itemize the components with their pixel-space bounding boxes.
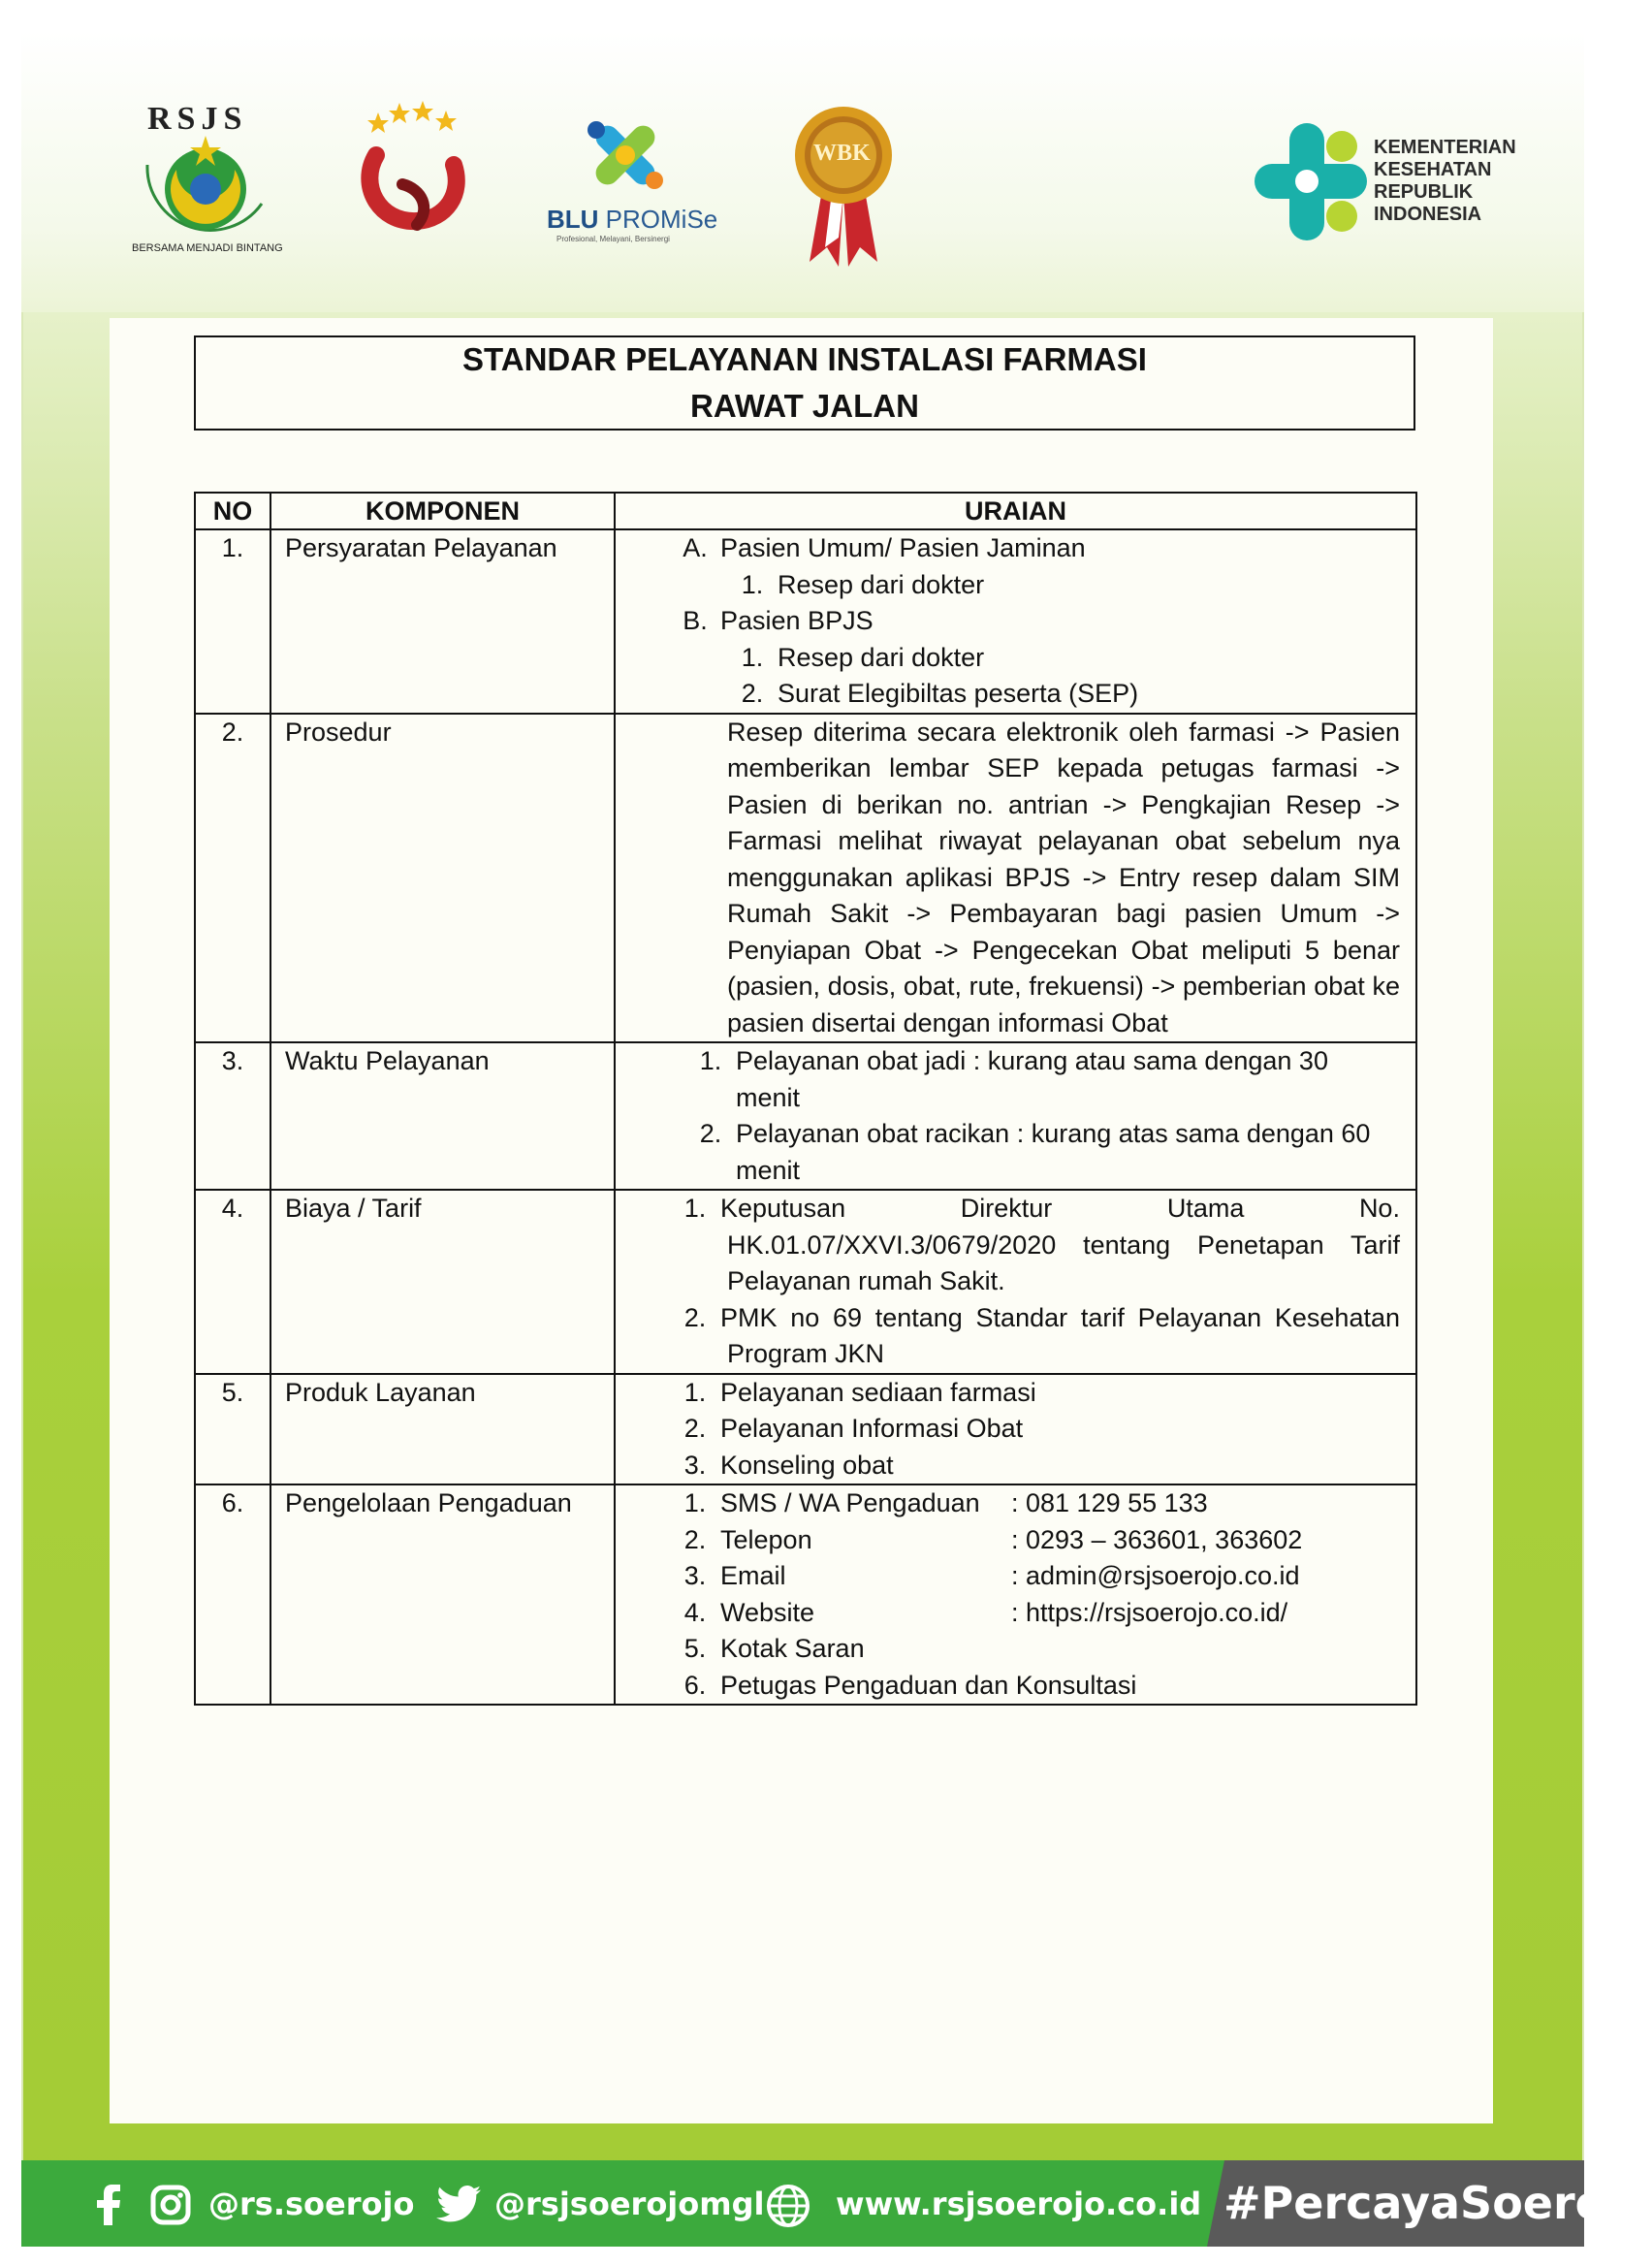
contact-item: 2. Telepon : 0293 – 363601, 363602 (683, 1524, 1303, 1554)
blu-promise-tagline: Profesional, Melayani, Bersinergi (556, 235, 670, 243)
header-no: NO (195, 493, 270, 529)
facebook-icon (95, 2185, 122, 2225)
title-line-1: STANDAR PELAYANAN INSTALASI FARMASI (462, 341, 1147, 377)
contact-item: 5. Kotak Saran (683, 1634, 865, 1663)
kemenkes-logo (1253, 121, 1543, 242)
table-row (195, 1374, 1416, 1485)
row-component: Persyaratan Pelayanan (270, 529, 615, 714)
table-header-row (195, 493, 1416, 529)
row-description (615, 1374, 1416, 1485)
list-item-continuation: HK.01.07/XXVI.3/0679/2020 tentang Penetapan Tarif (727, 1229, 1400, 1260)
twitter-icon (436, 2186, 481, 2222)
row-component: Prosedur (270, 714, 615, 1043)
table-row (195, 714, 1416, 1043)
procedure-text: Resep diterima secara elektronik oleh farmasi -> Pasien memberikan lembar SEP kepada petugas farmasi -> Pasien di berikan no. antrian -> Pengkajian Resep -> Farmasi melihat riwayat pelayanan obat sebelum nya menggunakan aplikasi BPJS -> Entry resep dalam SIM Rumah Sakit -> Pembayaran bagi pasien Umum -> Penyiapan Obat -> Pengecekan Obat meliputi 5 benar (pasien, dosis, obat, rute, frekuensi) -> pemberian obat ke pasien disertai dengan informasi Obat (727, 717, 1400, 1037)
row-number: 6. (195, 1484, 270, 1705)
wbk-logo (790, 102, 897, 271)
list-item: 1. Keputusan Direktur Utama No. (683, 1194, 1400, 1223)
quality-logo (349, 97, 475, 233)
row-number: 1. (195, 529, 270, 714)
table-row (195, 1042, 1416, 1190)
list-item: 2. Pelayanan Informasi Obat (683, 1414, 1024, 1443)
header-uraian: URAIAN (615, 493, 1416, 529)
list-item: A. Pasien Umum/ Pasien Jaminan (683, 533, 1086, 562)
row-number: 4. (195, 1190, 270, 1374)
contact-item: 3. Email : admin@rsjsoerojo.co.id (683, 1561, 1300, 1590)
list-item-continuation: Pelayanan rumah Sakit. (727, 1266, 1005, 1295)
table-row (195, 1484, 1416, 1705)
row-component: Pengelolaan Pengaduan (270, 1484, 615, 1705)
row-component: Biaya / Tarif (270, 1190, 615, 1374)
list-item: 1. Resep dari dokter (741, 569, 985, 599)
instagram-icon (150, 2185, 191, 2225)
table-row (195, 1190, 1416, 1374)
row-component: Produk Layanan (270, 1374, 615, 1485)
contact-item: 1. SMS / WA Pengaduan : 081 129 55 133 (683, 1488, 1208, 1517)
row-description (615, 1484, 1416, 1705)
title-line-2: RAWAT JALAN (690, 388, 919, 424)
footer-hashtag: #PercayaSoerojo (1223, 2177, 1652, 2229)
row-description (615, 714, 1416, 1043)
list-item-continuation: menit (736, 1082, 801, 1112)
footer-instagram-handle: @rs.soerojo (208, 2186, 415, 2222)
service-standard-table (194, 492, 1417, 1706)
contact-item: 6. Petugas Pengaduan dan Konsultasi (683, 1670, 1137, 1700)
list-item-continuation: Program JKN (727, 1339, 885, 1368)
row-number: 2. (195, 714, 270, 1043)
rsjs-motto: BERSAMA MENJADI BINTANG (132, 242, 283, 254)
rsjs-logo (118, 97, 291, 270)
list-item: 1. Pelayanan obat jadi : kurang atau sama dengan 30 (699, 1046, 1328, 1075)
table-row (195, 529, 1416, 714)
list-item: 3. Konseling obat (683, 1450, 894, 1480)
footer-website: www.rsjsoerojo.co.id (836, 2186, 1202, 2222)
list-item: 2. Surat Elegibiltas peserta (SEP) (741, 679, 1139, 708)
list-item: 1. Resep dari dokter (741, 642, 985, 672)
blu-promise-logo (543, 112, 718, 247)
row-description (615, 1190, 1416, 1374)
row-description (615, 529, 1416, 714)
footer-twitter-handle: @rsjsoerojomgl (494, 2186, 765, 2222)
wbk-text: WBK (813, 141, 871, 166)
rsjs-logo-text: RSJS (147, 101, 248, 137)
contact-item: 4. Website : https://rsjsoerojo.co.id/ (683, 1597, 1288, 1627)
list-item: 1. Pelayanan sediaan farmasi (683, 1377, 1036, 1407)
list-item: B. Pasien BPJS (683, 606, 874, 635)
list-item: 2. Pelayanan obat racikan : kurang atas sama dengan 60 (699, 1119, 1371, 1148)
row-number: 3. (195, 1042, 270, 1190)
header-komponen: KOMPONEN (270, 493, 615, 529)
list-item-continuation: menit (736, 1155, 801, 1185)
blu-promise-name: BLU PROMiSe (547, 205, 718, 234)
row-description (615, 1042, 1416, 1190)
kemenkes-name: KEMENTERIAN KESEHATAN REPUBLIK INDONESIA (1374, 137, 1516, 225)
row-number: 5. (195, 1374, 270, 1485)
row-component: Waktu Pelayanan (270, 1042, 615, 1190)
globe-icon (766, 2184, 810, 2228)
document-title-box (194, 335, 1415, 431)
list-item: 2. PMK no 69 tentang Standar tarif Pelayanan Kesehatan (683, 1302, 1400, 1332)
